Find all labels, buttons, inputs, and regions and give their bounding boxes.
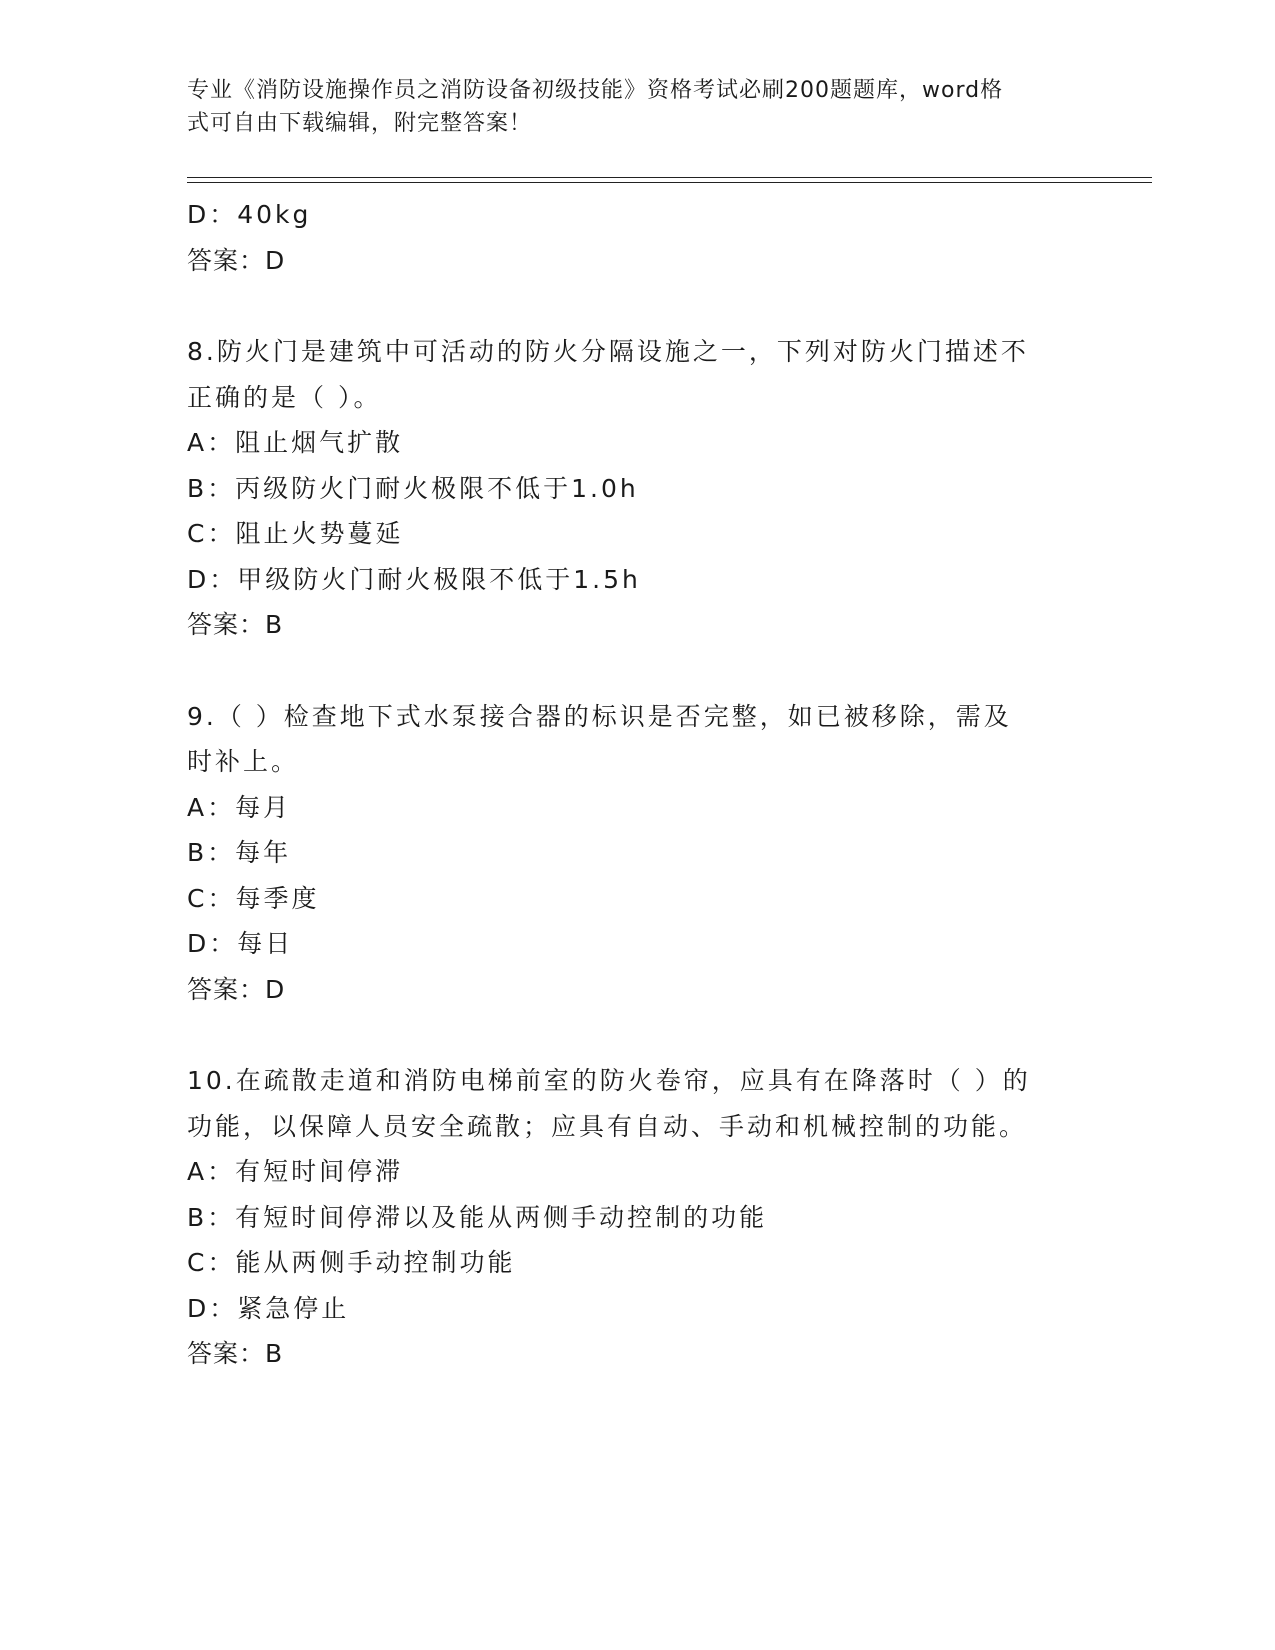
option-c: C：能从两侧手动控制功能 — [187, 1248, 516, 1277]
question-stem-line-1: 8.防火门是建筑中可活动的防火分隔设施之一，下列对防火门描述不 — [187, 337, 1029, 366]
option-b: B：每年 — [187, 838, 292, 867]
previous-question-tail — [187, 192, 1117, 283]
page-header — [187, 74, 1087, 140]
header-rule-bottom — [187, 182, 1152, 183]
question-stem-line-1: 10.在疏散走道和消防电梯前室的防火卷帘，应具有在降落时（ ）的 — [187, 1066, 1031, 1095]
option-d: D：40kg — [187, 200, 312, 229]
option-b: B：丙级防火门耐火极限不低于1.0h — [187, 473, 639, 503]
header-line-1: 专业《消防设施操作员之消防设备初级技能》资格考试必刷200题题库，word格 — [187, 78, 1004, 103]
option-a: A：每月 — [187, 792, 292, 822]
answer-line: 答案：B — [187, 1339, 284, 1368]
answer-line: 答案：D — [187, 245, 286, 275]
option-d: D：紧急停止 — [187, 1293, 350, 1323]
question-10 — [187, 1058, 1117, 1377]
answer-line: 答案：B — [187, 610, 284, 639]
question-stem-line-2: 正确的是（ ）。 — [187, 382, 382, 412]
question-8 — [187, 329, 1117, 648]
header-line-2: 式可自由下载编辑，附完整答案！ — [187, 111, 533, 136]
option-d: D：每日 — [187, 929, 294, 958]
option-d: D：甲级防火门耐火极限不低于1.5h — [187, 564, 641, 594]
option-c: C：每季度 — [187, 883, 320, 913]
option-a: A：阻止烟气扩散 — [187, 428, 404, 457]
question-list — [187, 192, 1117, 1377]
option-b: B：有短时间停滞以及能从两侧手动控制的功能 — [187, 1202, 768, 1232]
option-a: A：有短时间停滞 — [187, 1157, 404, 1186]
answer-line: 答案：D — [187, 974, 286, 1004]
question-stem-line-1: 9.（ ）检查地下式水泵接合器的标识是否完整，如已被移除，需及 — [187, 701, 1012, 731]
question-9 — [187, 694, 1117, 1013]
option-c: C：阻止火势蔓延 — [187, 519, 404, 548]
question-stem-line-2: 功能，以保障人员安全疏散；应具有自动、手动和机械控制的功能。 — [187, 1111, 1028, 1141]
header-rule-top — [187, 177, 1152, 178]
question-stem-line-2: 时补上。 — [187, 747, 300, 776]
